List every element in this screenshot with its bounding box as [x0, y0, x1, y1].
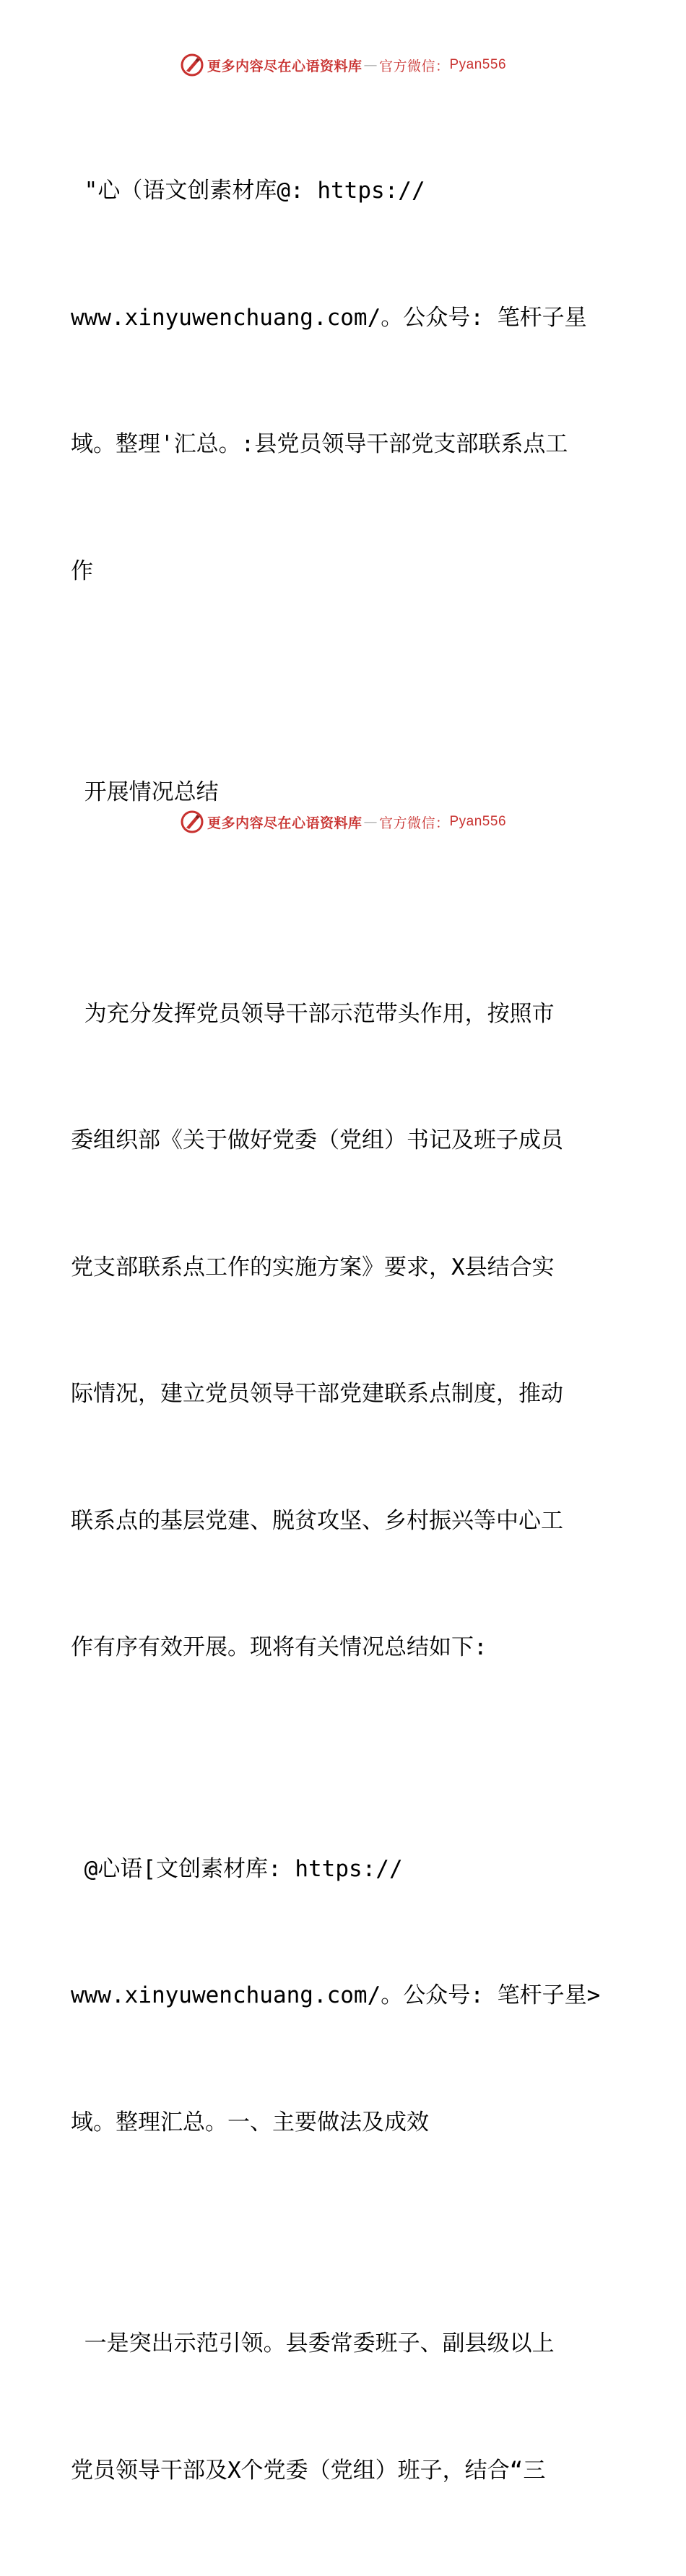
text-line: 联系点的基层党建、脱贫攻坚、乡村振兴等中心工 [71, 1507, 563, 1534]
footer-watermark [0, 807, 686, 836]
text-line: 委组织部《关于做好党委（党组）书记及班子成员 [71, 1127, 563, 1153]
paragraph-first-point [71, 2238, 620, 2576]
paragraph-section-heading [71, 1764, 620, 2229]
watermark-main-text: 更多内容尽在心语资料库 [207, 815, 362, 831]
watermark-dash: — [363, 814, 378, 830]
paragraph-title-continuation [71, 687, 620, 898]
text-line: 为充分发挥党员领导干部示范带头作用，按照市 [71, 1000, 555, 1027]
text-line: 党支部联系点工作的实施方案》要求，X县结合实 [71, 1254, 555, 1280]
pen-seal-icon [180, 53, 204, 77]
text-line: "心（语文创素材库@: https:// [71, 178, 425, 204]
text-line: 党员领导干部及X个党委（党组）班子，结合“三 [71, 2457, 546, 2484]
watermark-dash: — [363, 57, 378, 73]
text-line: 一是突出示范引领。县委常委班子、副县级以上 [71, 2330, 555, 2356]
text-line: www.xinyuwenchuang.com/。公众号: 笔杆子星 [71, 304, 587, 331]
text-line: 域。整理'汇总。:县党员领导干部党支部联系点工 [71, 431, 568, 457]
watermark-wechat-id: Pyan556 [449, 814, 507, 829]
header-watermark [0, 51, 686, 79]
text-line: 作有序有效开展。现将有关情况总结如下: [71, 1634, 487, 1660]
paragraph-intro-source [71, 85, 620, 677]
text-line: @心语[文创素材库: https:// [71, 1855, 403, 1882]
text-line: 开展情况总结 [71, 779, 219, 805]
pen-seal-icon [180, 810, 204, 834]
paragraph-introduction [71, 908, 620, 1753]
watermark-official-label: 官方微信： [378, 58, 450, 74]
watermark-official-label: 官方微信： [378, 815, 450, 831]
watermark-main-text: 更多内容尽在心语资料库 [207, 58, 362, 74]
text-line: 域。整理汇总。一、主要做法及成效 [71, 2109, 429, 2135]
text-line: 际情况，建立党员领导干部党建联系点制度，推动 [71, 1381, 563, 1407]
watermark-wechat-id: Pyan556 [449, 57, 507, 72]
text-line: www.xinyuwenchuang.com/。公众号: 笔杆子星> [71, 1982, 601, 2008]
text-line: 作 [71, 558, 93, 584]
document-body [71, 85, 620, 2576]
